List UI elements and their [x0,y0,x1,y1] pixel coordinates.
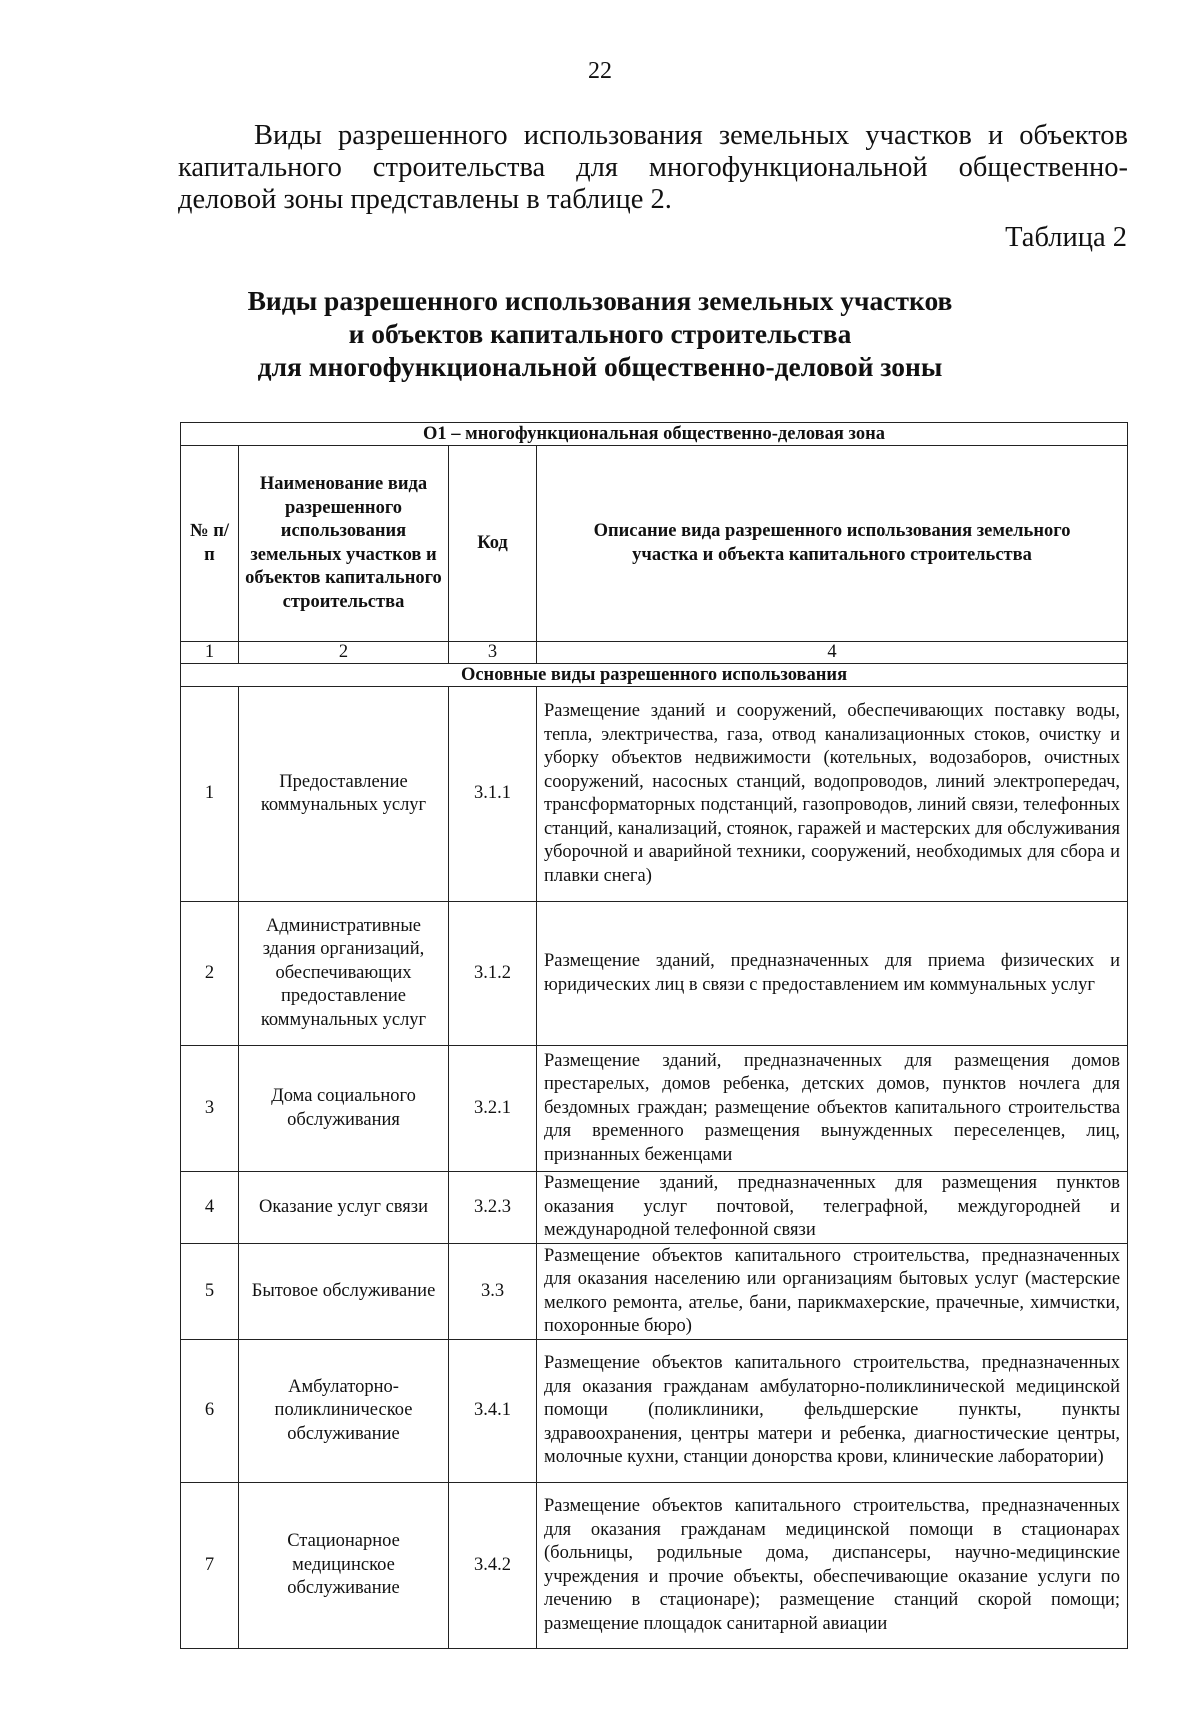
row-name: Стационарное медицинское обслуживание [239,1483,449,1649]
row-number: 2 [181,902,239,1046]
table-row [181,1244,1128,1340]
row-number: 4 [181,1172,239,1244]
row-name: Амбулаторно-поликлиническое обслуживание [239,1340,449,1483]
row-name: Административные здания организаций, обеспечивающих предоставление коммунальных услуг [239,902,449,1046]
column-header-name: Наименование вида разрешенного использования земельных участков и объектов капитального строительства [239,446,449,642]
row-code: 3.2.3 [449,1172,537,1244]
row-code: 3.4.2 [449,1483,537,1649]
column-header-description: Описание вида разрешенного использования земельного участка и объекта капитального строительства [537,446,1128,642]
row-number: 6 [181,1340,239,1483]
table-row [181,1340,1128,1483]
table-row [181,1046,1128,1172]
row-description: Размещение зданий, предназначенных для размещения пунктов оказания услуг почтовой, телеграфной, междугородней и международной телефонной связи [537,1172,1128,1244]
column-header-number: № п/п [181,446,239,642]
row-name: Дома социального обслуживания [239,1046,449,1172]
row-code: 3.1.1 [449,687,537,902]
column-number: 2 [239,642,449,664]
table-row [181,902,1128,1046]
page-number: 22 [588,58,612,84]
row-code: 3.1.2 [449,902,537,1046]
row-number: 7 [181,1483,239,1649]
row-number: 1 [181,687,239,902]
table-title [0,284,1200,383]
zone-header: О1 – многофункциональная общественно-деловая зона [181,423,1128,446]
section-title: Основные виды разрешенного использования [181,664,1128,687]
table-row [181,687,1128,902]
table-title-line: для многофункциональной общественно-деловой зоны [257,351,943,382]
row-name: Оказание услуг связи [239,1172,449,1244]
row-description: Размещение зданий, предназначенных для приема физических и юридических лиц в связи с предоставлением им коммунальных услуг [537,902,1128,1046]
table-row [181,1483,1128,1649]
table-row [181,1172,1128,1244]
table-title-line: и объектов капитального строительства [348,318,852,349]
row-code: 3.2.1 [449,1046,537,1172]
row-number: 5 [181,1244,239,1340]
column-header-code: Код [449,446,537,642]
column-number: 3 [449,642,537,664]
column-number: 1 [181,642,239,664]
land-use-table [180,422,1128,1649]
intro-paragraph: Виды разрешенного использования земельных участков и объектов капитального строительства для многофункциональной общественно-деловой зоны представлены в таблице 2. [178,120,1128,215]
table-label: Таблица 2 [1005,222,1127,253]
row-name: Бытовое обслуживание [239,1244,449,1340]
column-number: 4 [537,642,1128,664]
row-description: Размещение зданий и сооружений, обеспечивающих поставку воды, тепла, электричества, газа, отвод канализационных стоков, очистку и уборку объектов недвижимости (котельных, водозаборов, очистных сооружений, насосных станций, водопроводов, линий электропередач, трансформаторных подстанций, газопроводов, линий связи, телефонных станций, канализаций, стоянок, гаражей и мастерских для обслуживания уборочной и аварийной техники, сооружений, необходимых для сбора и плавки снега) [537,687,1128,902]
row-code: 3.4.1 [449,1340,537,1483]
row-name: Предоставление коммунальных услуг [239,687,449,902]
row-code: 3.3 [449,1244,537,1340]
table-title-line: Виды разрешенного использования земельных участков [247,285,953,316]
row-description: Размещение объектов капитального строительства, предназначенных для оказания населению или организациям бытовых услуг (мастерские мелкого ремонта, ателье, бани, парикмахерские, прачечные, химчистки, похоронные бюро) [537,1244,1128,1340]
row-description: Размещение объектов капитального строительства, предназначенных для оказания гражданам медицинской помощи в стационарах (больницы, родильные дома, диспансеры, научно-медицинские учреждения и прочие объекты, обеспечивающие оказание услуги по лечению в стационаре); размещение станций скорой помощи; размещение площадок санитарной авиации [537,1483,1128,1649]
row-number: 3 [181,1046,239,1172]
row-description: Размещение зданий, предназначенных для размещения домов престарелых, домов ребенка, детских домов, пунктов ночлега для бездомных граждан; размещение объектов капитального строительства для временного размещения вынужденных переселенцев, лиц, признанных беженцами [537,1046,1128,1172]
row-description: Размещение объектов капитального строительства, предназначенных для оказания гражданам амбулаторно-поликлинической медицинской помощи (поликлиники, фельдшерские пункты, пункты здравоохранения, центры матери и ребенка, диагностические центры, молочные кухни, станции донорства крови, клинические лаборатории) [537,1340,1128,1483]
